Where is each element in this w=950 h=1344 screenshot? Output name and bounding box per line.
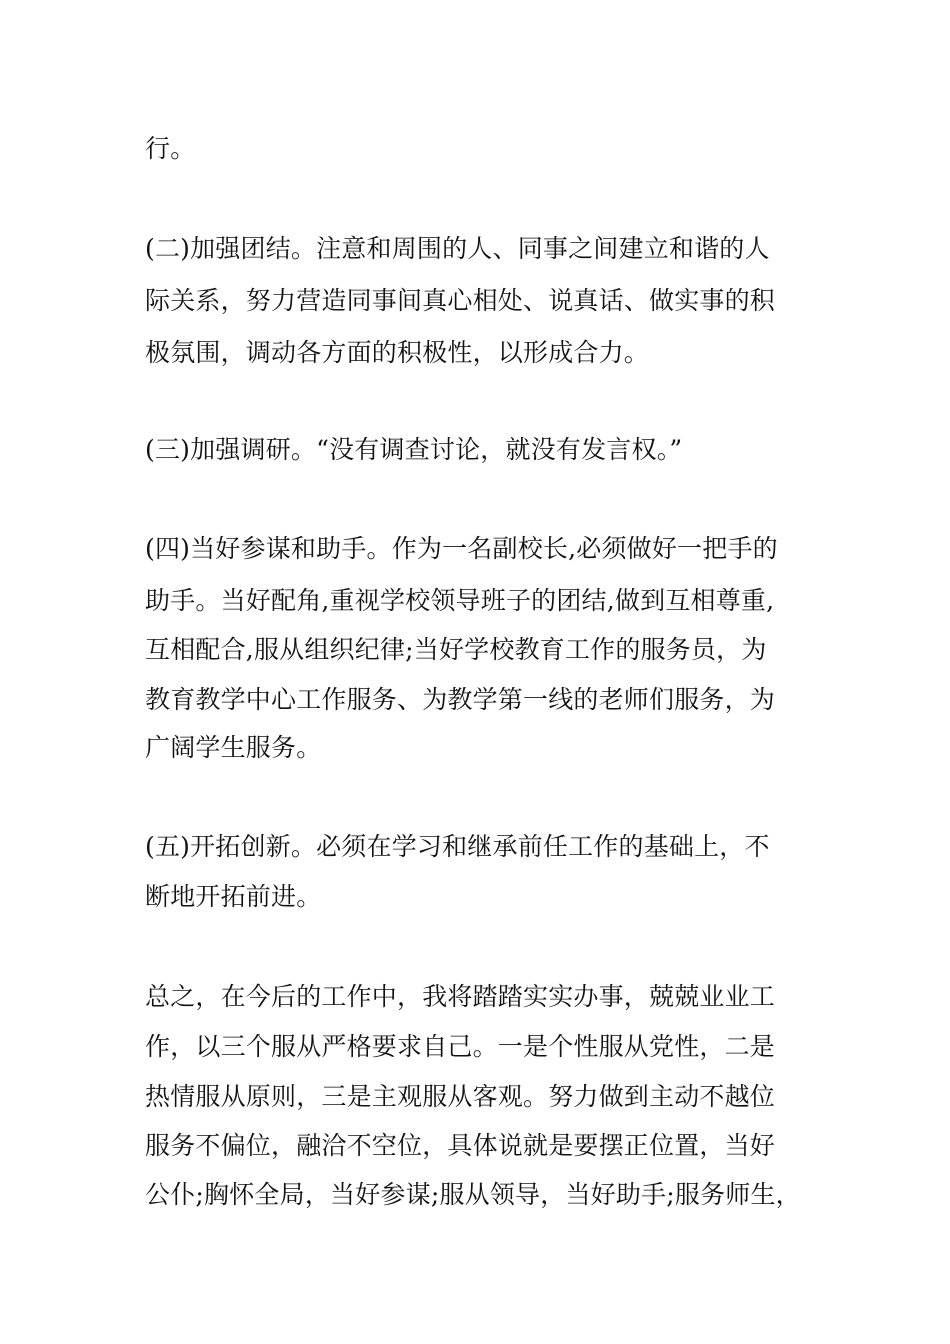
text-line-1: 行。	[145, 134, 196, 163]
text-line-16: 服务不偏位，融洽不空位，具体说就是要摆正位置，当好	[145, 1131, 776, 1160]
text-line-17: 公仆;胸怀全局，当好参谋;服从领导，当好助手;服务师生，	[145, 1180, 801, 1209]
text-line-15: 热情服从原则，三是主观服从客观。努力做到主动不越位	[145, 1082, 776, 1111]
text-line-3: 际关系，努力营造同事间真心相处、说真话、做实事的积	[145, 286, 776, 315]
text-line-13: 总之，在今后的工作中，我将踏踏实实办事，兢兢业业工	[145, 982, 776, 1011]
text-line-7: 助手。当好配角,重视学校领导班子的团结,做到互相尊重,	[145, 586, 775, 615]
text-line-5: (三)加强调研。“没有调查讨论，就没有发言权。”	[145, 435, 683, 464]
text-line-2: (二)加强团结。注意和周围的人、同事之间建立和谐的人	[145, 234, 770, 263]
text-line-4: 极氛围，调动各方面的积极性，以形成合力。	[145, 338, 650, 367]
text-line-6: (四)当好参谋和助手。作为一名副校长,必须做好一把手的	[145, 534, 778, 563]
text-line-12: 断地开拓前进。	[145, 882, 322, 911]
text-line-10: 广阔学生服务。	[145, 733, 322, 762]
text-line-9: 教育教学中心工作服务、为教学第一线的老师们服务，为	[145, 685, 776, 714]
text-line-8: 互相配合,服从组织纪律;当好学校教育工作的服务员，为	[145, 635, 767, 664]
text-line-11: (五)开拓创新。必须在学习和继承前任工作的基础上，不	[145, 832, 770, 861]
text-line-14: 作，以三个服从严格要求自己。一是个性服从党性，二是	[145, 1032, 776, 1061]
